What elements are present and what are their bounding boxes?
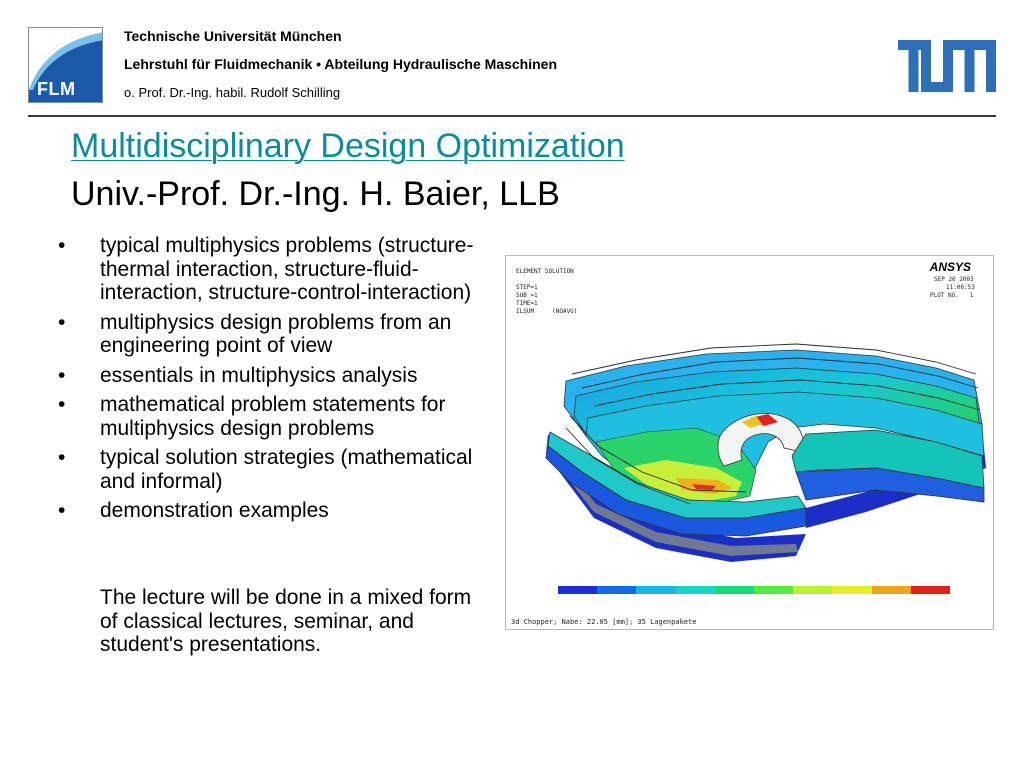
page-title-link[interactable]: Multidisciplinary Design Optimization (71, 127, 625, 165)
list-item-text: demonstration examples (100, 499, 329, 522)
lecturer-subtitle: Univ.-Prof. Dr.-Ing. H. Baier, LLB (71, 175, 560, 213)
header-divider (28, 115, 996, 117)
flm-logo (28, 27, 103, 103)
bullet-marker: • (58, 393, 66, 416)
bullet-marker: • (58, 310, 66, 334)
legend-swatch (558, 586, 597, 594)
list-item-text: typical solution strategies (mathematical and informal) (100, 446, 473, 493)
plot-time: 11:06:53 (946, 284, 975, 291)
legend-swatch (636, 586, 675, 594)
institution-name: Technische Universität München (124, 28, 342, 44)
list-item (58, 393, 500, 440)
plot-number: PLOT NO. 1 (930, 292, 974, 299)
legend-swatch (911, 586, 950, 594)
color-legend-bar (558, 586, 950, 594)
figure-caption: 3d Chopper; Nabe: 22.05 [mm]; 35 Lagenpakete (511, 618, 697, 626)
result-info-block: ELEMENT SOLUTION STEP=1 SUB =1 TIME=1 ILSUM (NOAVG) (516, 268, 578, 315)
legend-swatch (793, 586, 832, 594)
department-name: Lehrstuhl für Fluidmechanik • Abteilung Hydraulische Maschinen (124, 56, 558, 72)
professor-name: o. Prof. Dr.-Ing. habil. Rudolf Schilling (124, 85, 341, 100)
bullet-marker: • (58, 446, 66, 469)
simulation-figure (505, 255, 994, 630)
legend-swatch (872, 586, 911, 594)
list-item-text: typical multiphysics problems (structure-thermal interaction, structure-fluid-interaction, structure-control-interaction) (100, 234, 474, 304)
tum-logo (898, 40, 996, 92)
list-item (58, 311, 500, 358)
list-item-text: essentials in multiphysics analysis (100, 363, 418, 387)
list-item (58, 446, 500, 493)
bullet-marker: • (58, 499, 66, 522)
list-item (58, 364, 500, 388)
legend-swatch (715, 586, 754, 594)
ansys-logo: ANSYS (929, 260, 971, 274)
closing-note: The lecture will be done in a mixed form of classical lectures, seminar, and student's presentations. (100, 586, 472, 656)
plot-date: SEP 26 2003 (934, 276, 974, 283)
bullet-marker: • (58, 363, 66, 387)
flm-logo-text: FLM (37, 79, 76, 99)
fea-model-render (506, 256, 994, 630)
list-item (58, 234, 500, 305)
bullet-marker: • (58, 234, 66, 257)
legend-swatch (832, 586, 871, 594)
legend-swatch (754, 586, 793, 594)
legend-swatch (676, 586, 715, 594)
legend-swatch (597, 586, 636, 594)
list-item-text: multiphysics design problems from an engineering point of view (100, 310, 452, 357)
list-item (58, 499, 500, 523)
list-item-text: mathematical problem statements for multiphysics design problems (100, 393, 446, 440)
topic-list (58, 234, 500, 529)
